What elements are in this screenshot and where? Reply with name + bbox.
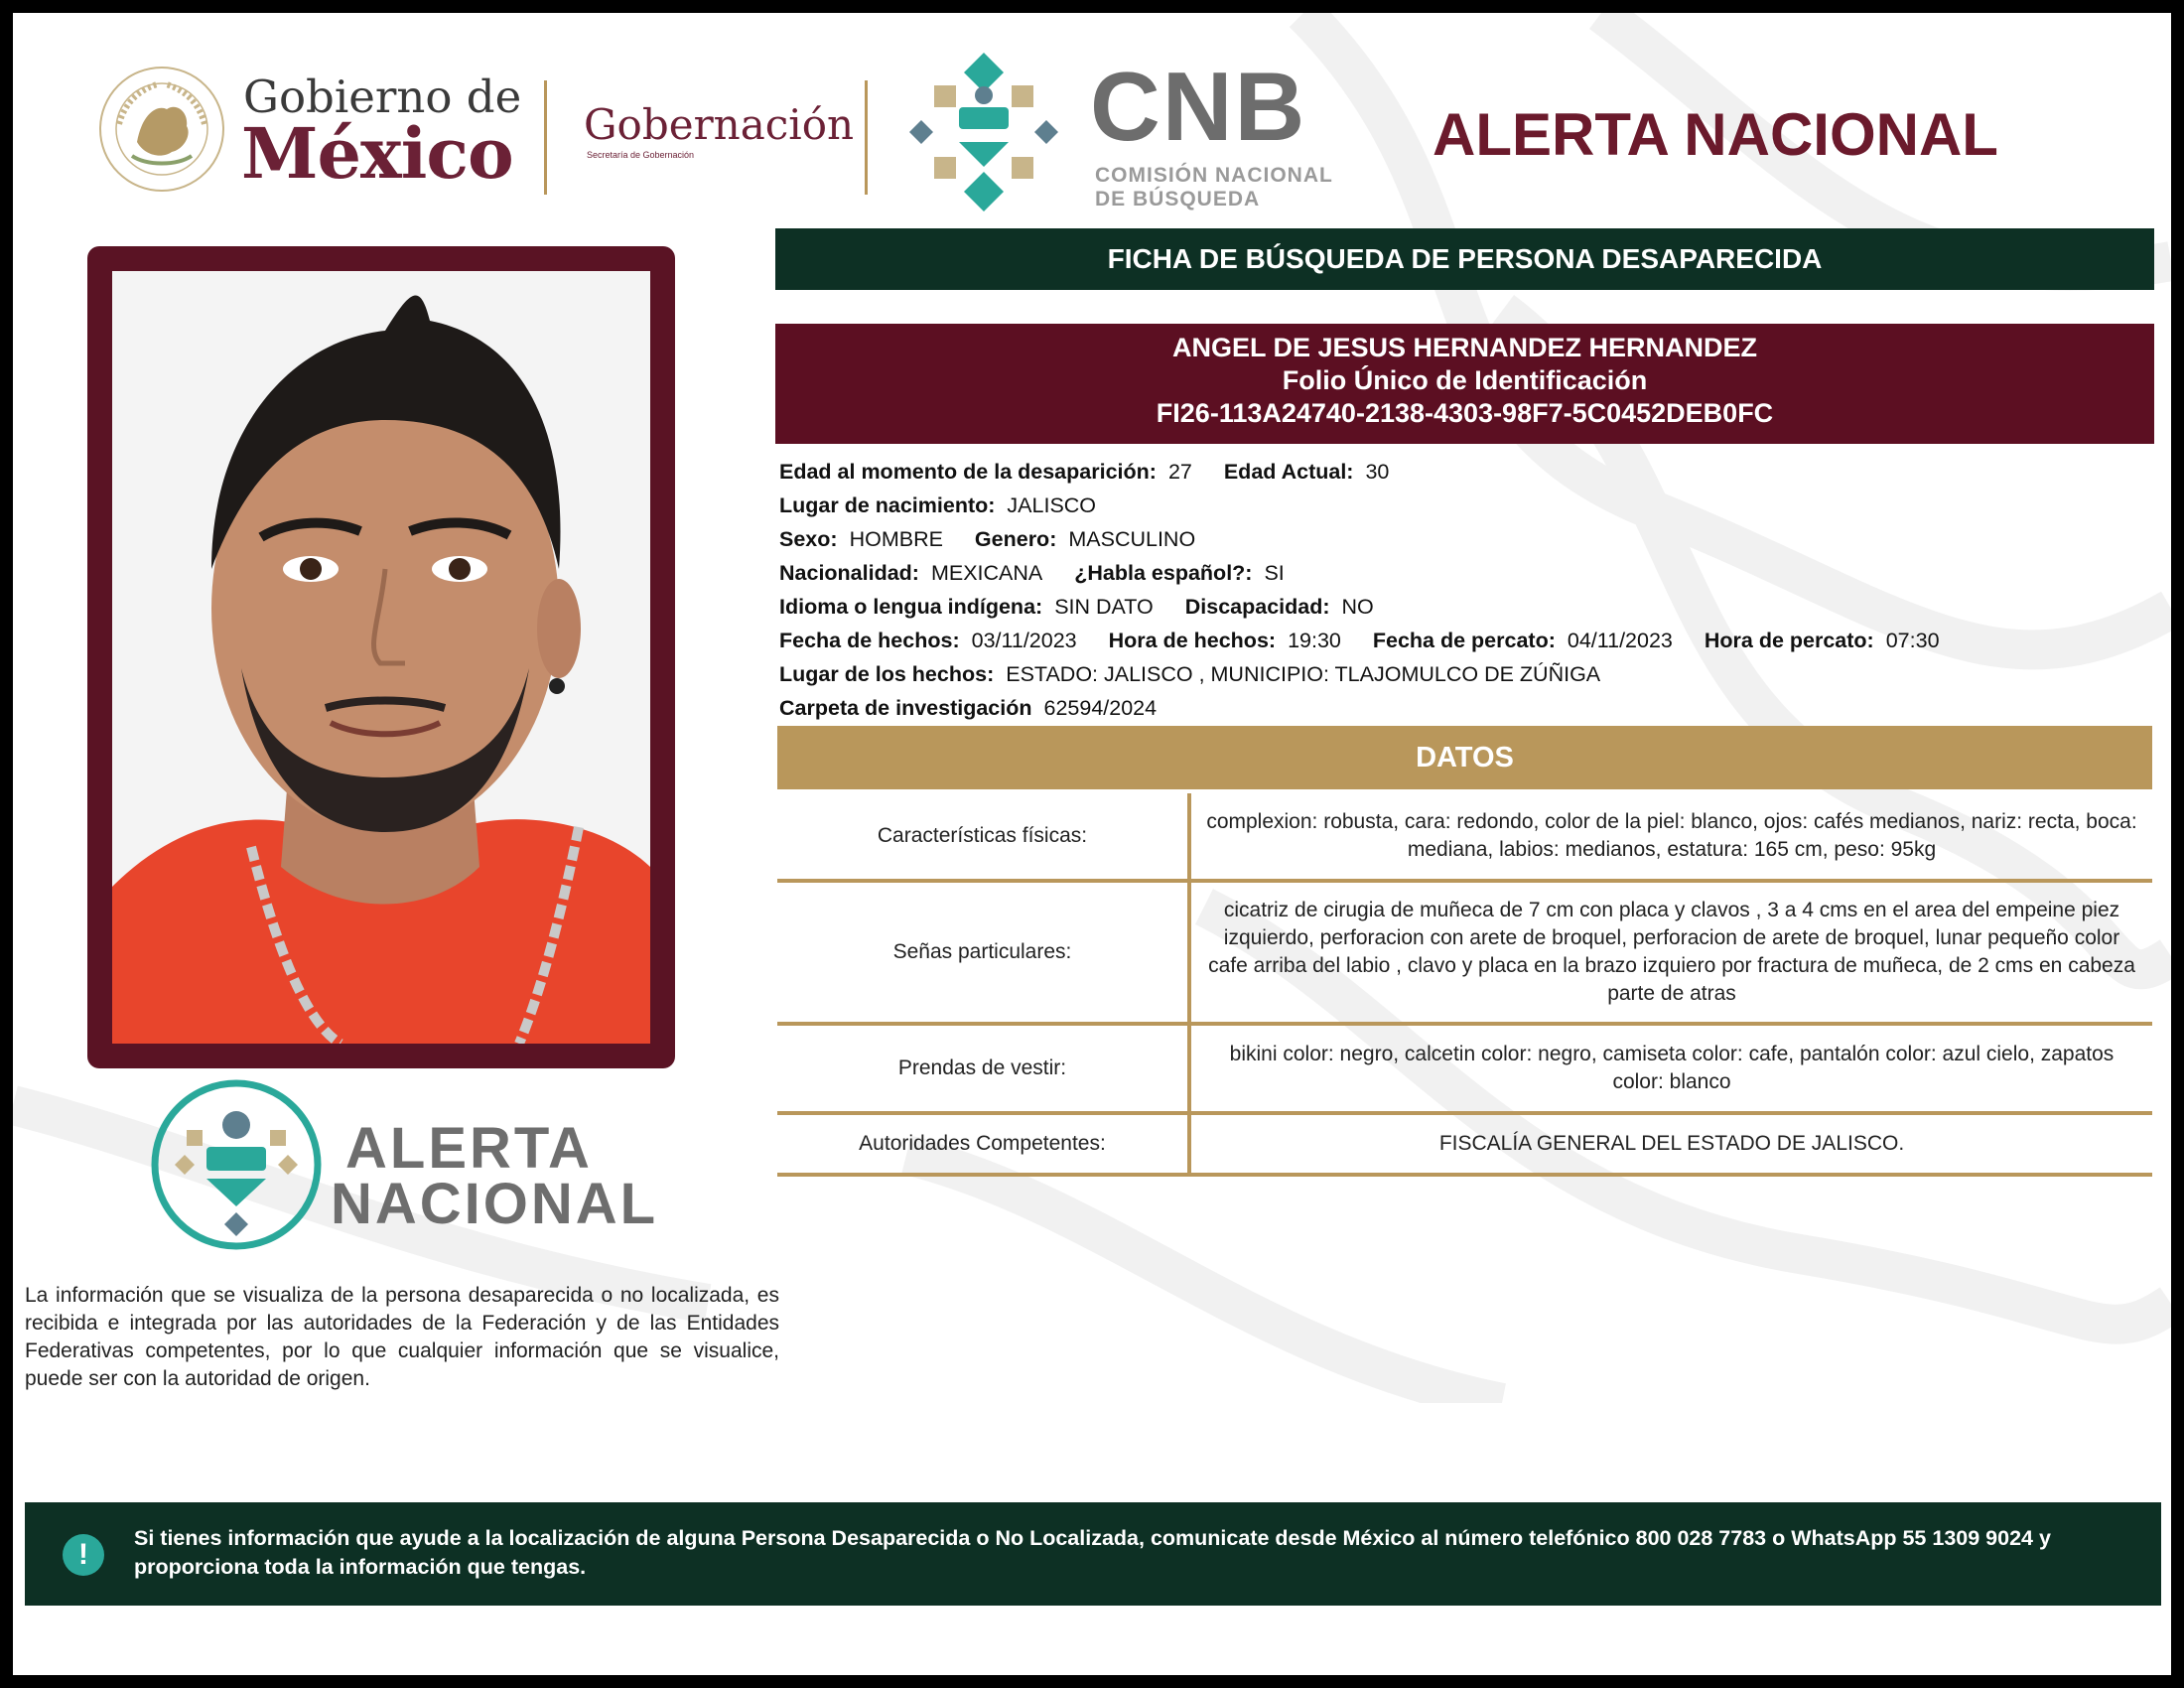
info-row (779, 657, 1966, 691)
field-value: 62594/2024 (1043, 696, 1158, 720)
field-value: SIN DATO (1054, 595, 1154, 619)
info-row (779, 556, 1966, 590)
cnb-subtitle-line2: DE BÚSQUEDA (1095, 188, 1261, 211)
person-name: ANGEL DE JESUS HERNANDEZ HERNANDEZ (1171, 333, 1758, 362)
footer-message: Si tienes información que ayude a la localización de alguna Persona Desaparecida o No Localizada, comunicate desde México al número telefónico 800 028 7783 o WhatsApp 55 1309 9024 y proporciona toda la información que tengas. (134, 1526, 2051, 1579)
field-label: Edad Actual: (1223, 460, 1354, 484)
datos-title-bar: DATOS (777, 726, 2152, 789)
field-value: MEXICANA (930, 561, 1043, 585)
datos-label: Características físicas: (777, 793, 1189, 881)
datos-label: Prendas de vestir: (777, 1024, 1189, 1113)
field-label: ¿Habla español?: (1074, 561, 1253, 585)
table-row (777, 793, 2152, 881)
field-value: 27 (1167, 460, 1192, 484)
table-row (777, 881, 2152, 1024)
datos-table (777, 793, 2152, 1177)
field-value: 30 (1365, 460, 1390, 484)
info-row (779, 691, 1966, 725)
table-row (777, 1024, 2152, 1113)
mexico-seal-icon (97, 65, 226, 194)
info-row (779, 455, 1966, 489)
field-label: Carpeta de investigación (779, 696, 1032, 720)
field-value: NO (1341, 595, 1374, 619)
cnb-subtitle (1095, 164, 1393, 211)
gobernacion-subtitle: Secretaría de Gobernación (587, 150, 695, 160)
datos-value: cicatriz de cirugia de muñeca de 7 cm con placa y clavos , 3 a 4 cms en el area del empeine piez izquierdo, perforacion con arete de broquel, perforacion de arete de broquel, lunar pequeño color cafe arriba del labio , clavo y placa en la brazo izquiero por fractura de muñeca, de 2 cms en cabeza parte de atras (1189, 881, 2152, 1024)
field-label: Lugar de los hechos: (779, 662, 995, 686)
datos-value: complexion: robusta, cara: redondo, color de la piel: blanco, ojos: cafés medianos, nariz: recta, boca: mediana, labios: medianos, estatura: 165 cm, peso: 95kg (1189, 793, 2152, 881)
field-label: Edad al momento de la desaparición: (779, 460, 1157, 484)
alert-icon: ! (63, 1534, 104, 1576)
alerta-nacional-title: ALERTA NACIONAL (1433, 101, 1998, 168)
field-value: JALISCO (1007, 493, 1097, 517)
folio-label: Folio Único de Identificación (1282, 365, 1648, 395)
info-row (779, 590, 1966, 624)
ficha-title-bar: FICHA DE BÚSQUEDA DE PERSONA DESAPARECIDA (775, 228, 2154, 290)
folio-value: FI26-113A24740-2138-4303-98F7-5C0452DEB0FC (1156, 398, 1774, 428)
alerta-logo-line1: ALERTA (345, 1116, 593, 1181)
field-label: Genero: (974, 527, 1057, 551)
search-poster (13, 13, 2171, 1675)
person-header-bar (775, 324, 2154, 444)
field-value: SI (1264, 561, 1285, 585)
info-row (779, 624, 1966, 657)
info-row (779, 489, 1966, 522)
photo-frame (87, 246, 675, 1068)
field-label: Nacionalidad: (779, 561, 919, 585)
field-label: Fecha de percato: (1372, 629, 1556, 652)
field-value: 03/11/2023 (971, 629, 1077, 652)
cnb-logo-icon (899, 48, 1068, 216)
field-label: Sexo: (779, 527, 838, 551)
datos-value: bikini color: negro, calcetin color: negro, camiseta color: cafe, pantalón color: azul cielo, zapatos color: blanco (1189, 1024, 2152, 1113)
datos-value: FISCALÍA GENERAL DEL ESTADO DE JALISCO. (1189, 1113, 2152, 1175)
field-value: 07:30 (1885, 629, 1940, 652)
field-label: Lugar de nacimiento: (779, 493, 996, 517)
field-value: ESTADO: JALISCO , MUNICIPIO: TLAJOMULCO DE ZÚÑIGA (1006, 662, 1601, 686)
field-value: 04/11/2023 (1567, 629, 1673, 652)
footer-banner (25, 1502, 2161, 1606)
field-label: Hora de percato: (1704, 629, 1874, 652)
mexico-text: México (241, 112, 513, 195)
gobierno-de-text: Gobierno de (243, 70, 522, 123)
field-label: Hora de hechos: (1108, 629, 1277, 652)
datos-label: Señas particulares: (777, 881, 1189, 1024)
header-divider (865, 80, 868, 195)
table-row (777, 1113, 2152, 1175)
cnb-text: CNB (1090, 52, 1307, 161)
field-label: Discapacidad: (1184, 595, 1330, 619)
alerta-logo-line2: NACIONAL (331, 1172, 659, 1236)
field-label: Idioma o lengua indígena: (779, 595, 1043, 619)
field-value: HOMBRE (849, 527, 943, 551)
field-label: Fecha de hechos: (779, 629, 960, 652)
disclaimer-text: La información que se visualiza de la persona desaparecida o no localizada, es recibida e integrada por las autoridades de la Federación y de las Entidades Federativas competentes, por lo que cualquier información que se visualice, puede ser con la autoridad de origen. (25, 1284, 779, 1390)
person-photo (112, 271, 650, 1044)
datos-label: Autoridades Competentes: (777, 1113, 1189, 1175)
field-value: MASCULINO (1068, 527, 1196, 551)
gobernacion-text: Gobernación (584, 100, 855, 149)
cnb-subtitle-line1: COMISIÓN NACIONAL (1095, 164, 1333, 187)
person-info (779, 455, 1966, 725)
alerta-logo-icon (147, 1075, 326, 1254)
field-value: 19:30 (1288, 629, 1341, 652)
header-divider (544, 80, 547, 195)
info-row (779, 522, 1966, 556)
